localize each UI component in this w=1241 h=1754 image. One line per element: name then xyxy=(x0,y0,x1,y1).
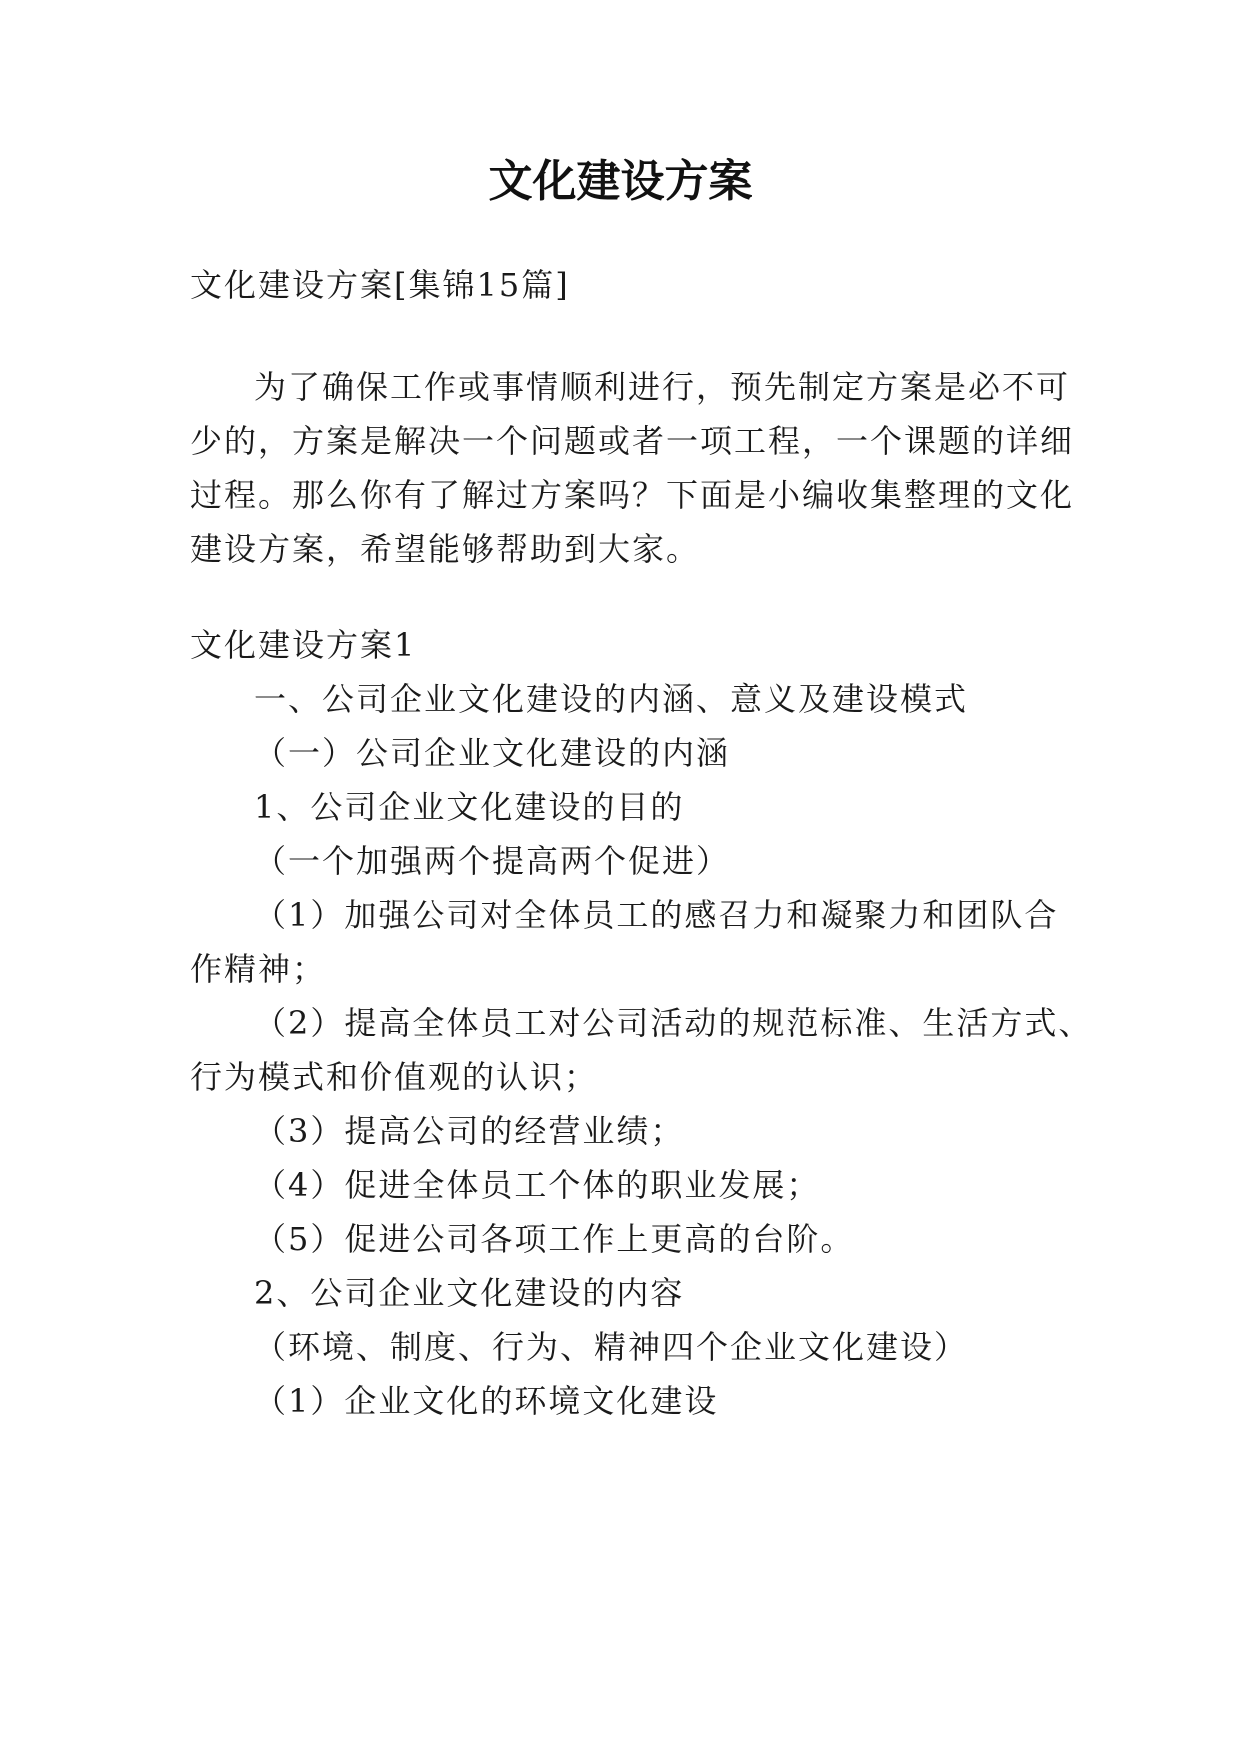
body-line-8: 行为模式和价值观的认识； xyxy=(190,1058,599,1096)
body-line-14: （1）企业文化的环境文化建设 xyxy=(254,1382,719,1420)
body-line-6: 作精神； xyxy=(190,950,327,988)
body-line-3: 1、公司企业文化建设的目的 xyxy=(254,788,685,826)
body-line-7: （2）提高全体员工对公司活动的规范标准、生活方式、 xyxy=(254,1004,1093,1042)
body-line-2: （一）公司企业文化建设的内涵 xyxy=(254,734,731,772)
intro-line-2: 少的，方案是解决一个问题或者一项工程，一个课题的详细 xyxy=(190,422,1075,460)
body-line-5: （1）加强公司对全体员工的感召力和凝聚力和团队合 xyxy=(254,896,1059,934)
body-line-13: （环境、制度、行为、精神四个企业文化建设） xyxy=(254,1328,969,1366)
intro-line-1: 为了确保工作或事情顺利进行，预先制定方案是必不可 xyxy=(254,368,1071,406)
body-line-12: 2、公司企业文化建设的内容 xyxy=(254,1274,685,1312)
body-line-11: （5）促进公司各项工作上更高的台阶。 xyxy=(254,1220,855,1258)
body-line-1: 一、公司企业文化建设的内涵、意义及建设模式 xyxy=(254,680,969,718)
document-title: 文化建设方案 xyxy=(488,156,753,207)
body-line-4: （一个加强两个提高两个促进） xyxy=(254,842,731,880)
body-line-9: （3）提高公司的经营业绩； xyxy=(254,1112,685,1150)
body-line-10: （4）促进全体员工个体的职业发展； xyxy=(254,1166,821,1204)
intro-line-3: 过程。那么你有了解过方案吗？下面是小编收集整理的文化 xyxy=(190,476,1075,514)
document-subtitle: 文化建设方案[集锦15篇] xyxy=(190,266,570,304)
intro-line-4: 建设方案，希望能够帮助到大家。 xyxy=(190,530,701,568)
section-heading: 文化建设方案1 xyxy=(190,626,417,664)
